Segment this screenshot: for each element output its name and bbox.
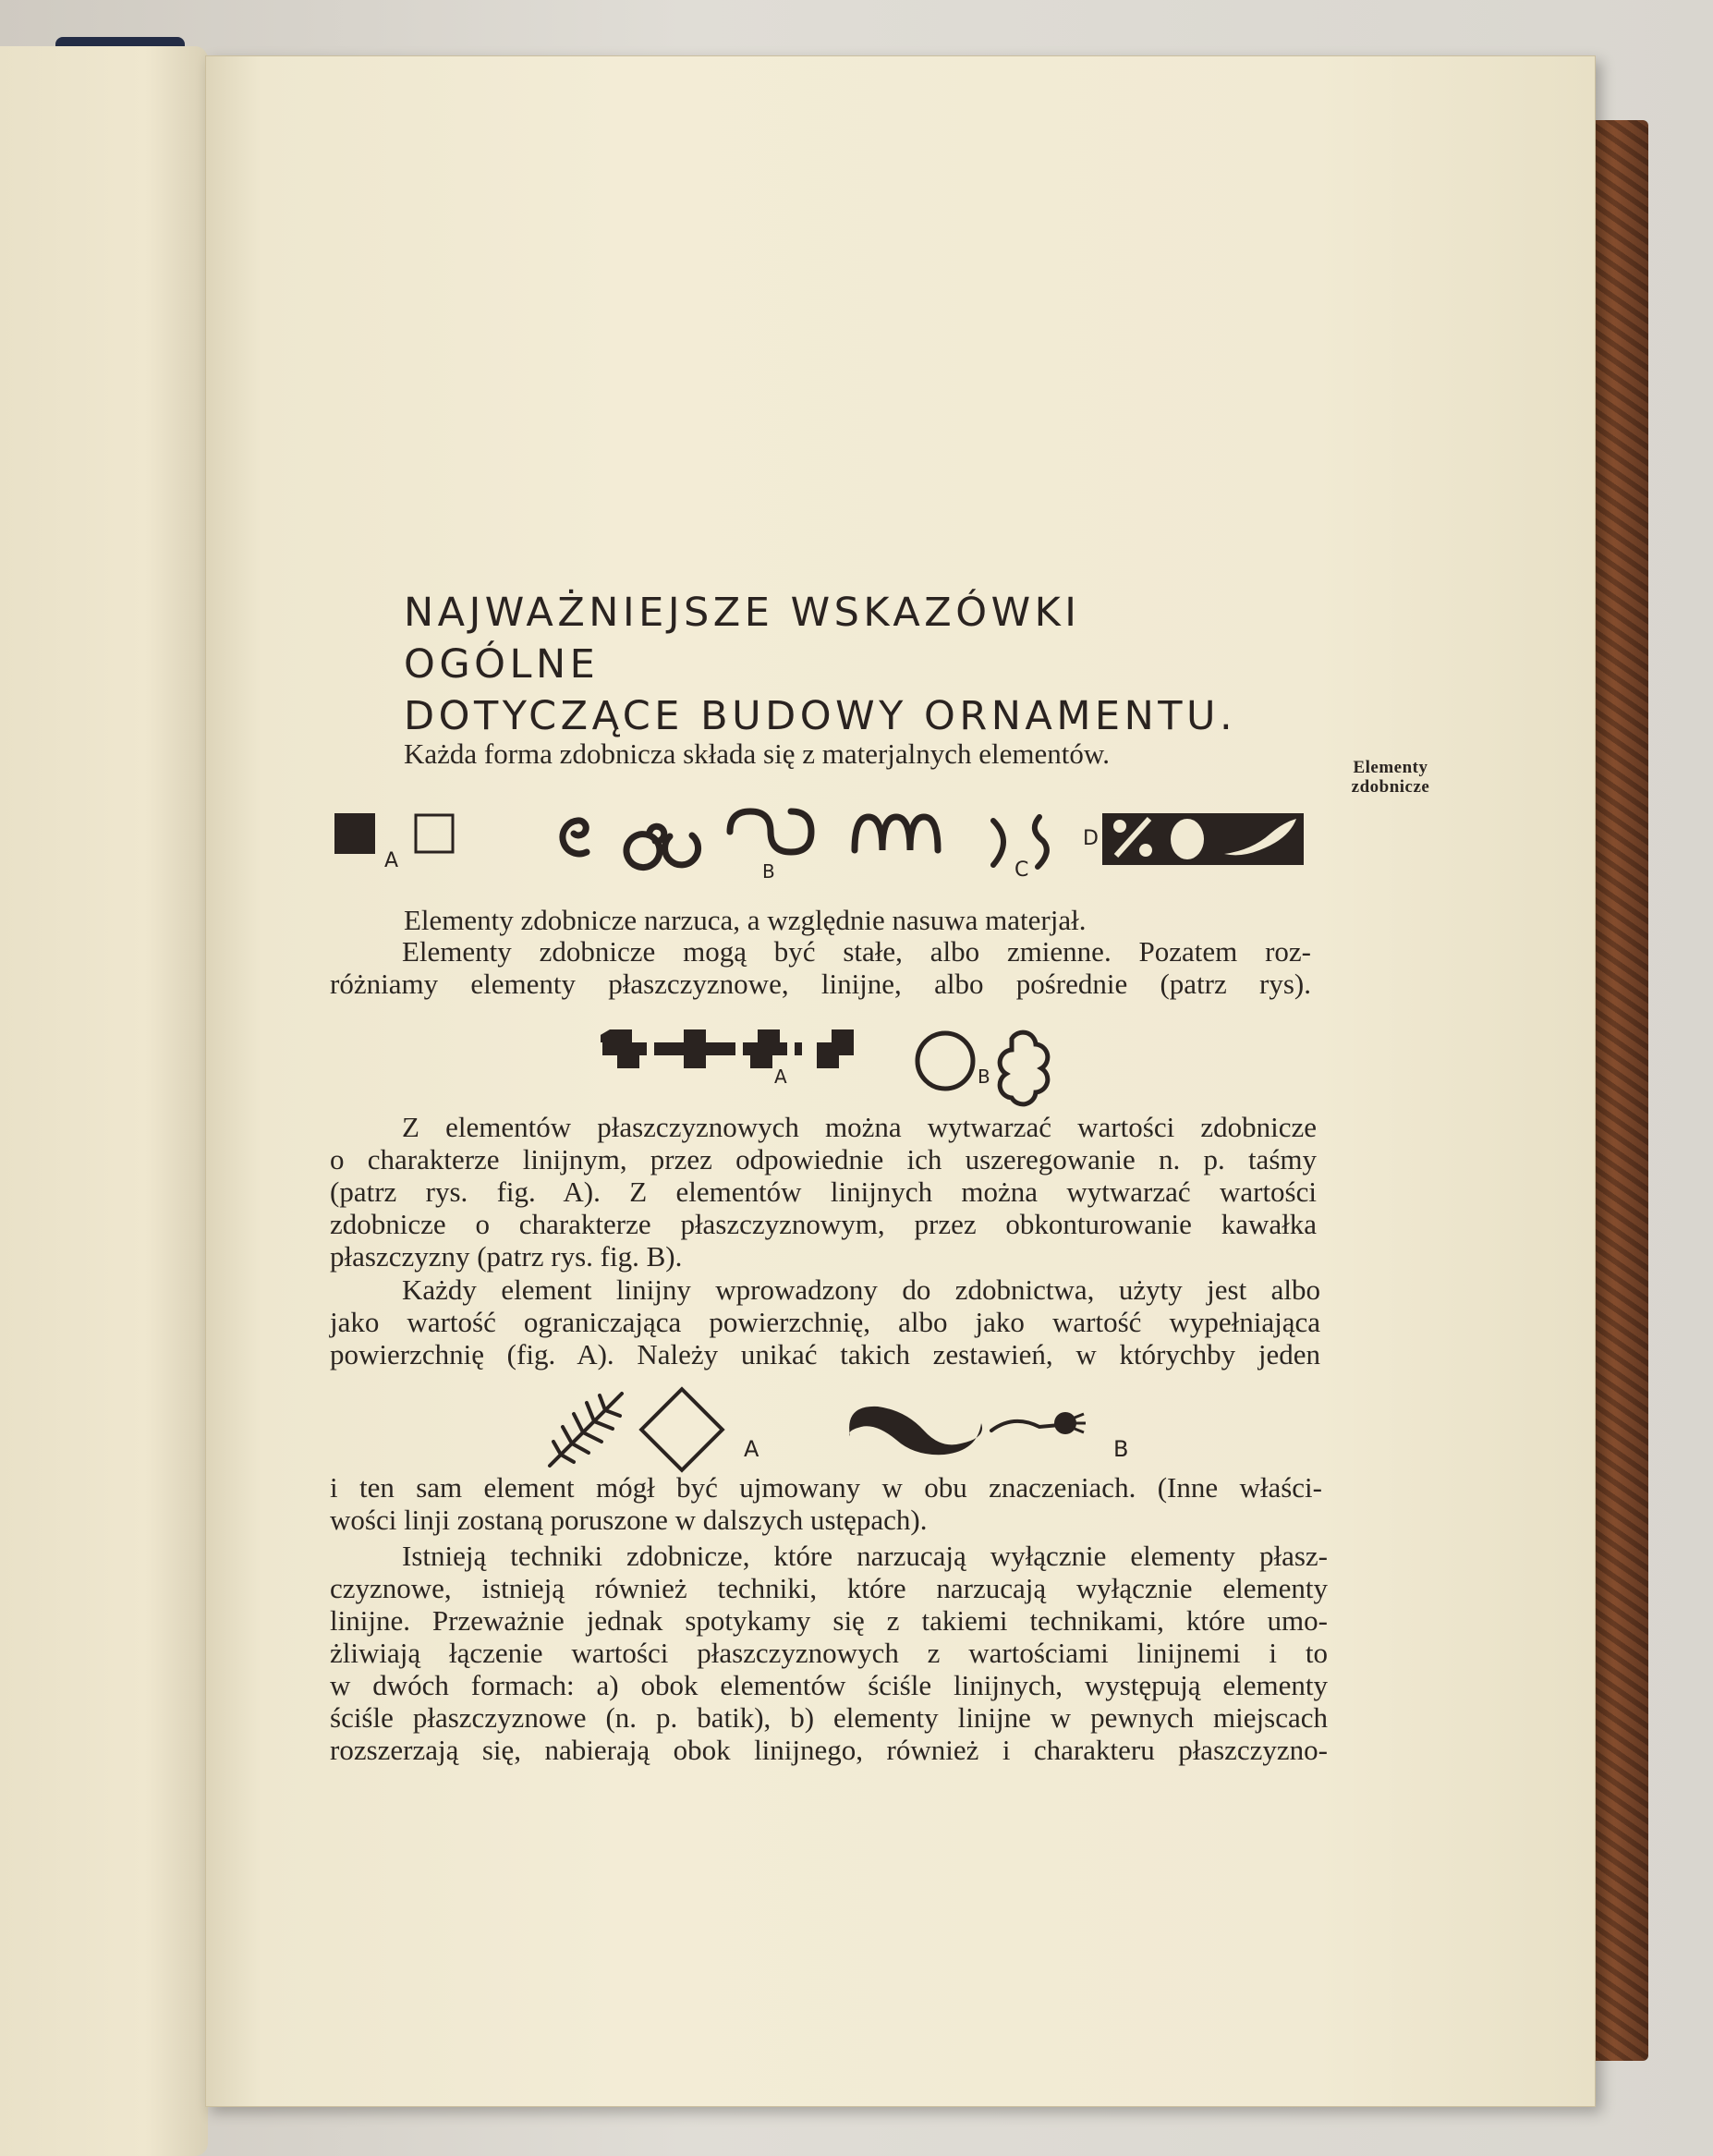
band-dot-icon	[1139, 844, 1152, 857]
double-spiral-icon	[626, 826, 699, 867]
paragraph-5	[330, 1273, 1320, 1370]
paragraph-2-line: Elementy zdobnicze narzuca, a względnie nasuwa materjał.	[404, 904, 1087, 936]
paragraph-7-line-7: rozszerzają się, nabierają obok linijnego, również i charakteru płaszczyzno-	[330, 1734, 1328, 1766]
title-line-1: NAJWAŻNIEJSZE WSKAZÓWKI OGÓLNE	[404, 590, 1081, 688]
paragraph-7-line-6: ściśle płaszczyznowe (n. p. batik), b) elementy linijne w pewnych miejscach	[330, 1701, 1328, 1734]
marginal-note	[1330, 758, 1451, 797]
paragraph-5-line-3: powierzchnię (fig. A). Należy unikać takich zestawień, w którychby jeden	[330, 1338, 1320, 1370]
fig1-label-c: C	[1014, 859, 1029, 882]
fir-branch-icon	[550, 1394, 622, 1466]
paragraph-1-line: Każda forma zdobnicza składa się z materjalnych elementów.	[404, 737, 1111, 770]
paragraph-4-line-4: zdobnicze o charakterze płaszczyznowym, przez obkonturowanie kawałka	[330, 1208, 1317, 1240]
fig1-label-a: A	[384, 849, 399, 872]
stepped-band-icon	[601, 1029, 854, 1068]
circle-outline-icon	[917, 1033, 973, 1089]
paragraph-5-line-1: Każdy element linijny wprowadzony do zdobnictwa, użyty jest albo	[402, 1273, 1320, 1306]
paragraph-7-line-1: Istnieją techniki zdobnicze, które narzucają wyłącznie elementy płasz-	[402, 1540, 1328, 1572]
paragraph-3-line-1: Elementy zdobnicze mogą być stałe, albo zmienne. Pozatem roz-	[402, 935, 1311, 968]
paragraph-4-line-1: Z elementów płaszczyznowych można wytwarzać wartości zdobnicze	[402, 1111, 1317, 1143]
band-oval-icon	[1171, 819, 1204, 859]
s-scroll-icon	[730, 811, 811, 852]
quatrefoil-outline-icon	[1000, 1032, 1048, 1104]
paragraph-4	[330, 1111, 1317, 1273]
filled-square-icon	[334, 813, 375, 854]
thin-stem-icon	[991, 1421, 1060, 1431]
left-page	[0, 46, 208, 2156]
fig2-label-b: B	[978, 1066, 990, 1088]
title-line-2: DOTYCZĄCE BUDOWY ORNAMENTU.	[404, 693, 1237, 739]
paragraph-1	[404, 737, 1235, 770]
fig3-label-b: B	[1113, 1436, 1129, 1462]
page-title	[404, 587, 1291, 742]
fig1-label-b: B	[762, 860, 775, 883]
bud-tip-icon	[1075, 1414, 1086, 1432]
figure-line-usage	[541, 1377, 1150, 1479]
spiral-icon	[563, 821, 587, 854]
fig1-label-d: D	[1083, 827, 1099, 850]
paragraph-7-line-5: w dwóch formach: a) obok elementów ściśle linijnych, występują elementy	[330, 1669, 1328, 1701]
paragraph-2	[404, 904, 1235, 936]
paragraph-6-line-1: i ten sam element mógł być ujmowany w obu znaczeniach. (Inne właści-	[330, 1471, 1322, 1504]
paragraph-7-line-4: żliwiają łączenie wartości płaszczyznowych z wartościami linijnemi i to	[330, 1637, 1328, 1669]
tadpole-flourish-icon	[849, 1407, 982, 1455]
paragraph-3-line-2: różniamy elementy płaszczyznowe, linijne, albo pośrednie (patrz rys).	[330, 968, 1311, 1000]
diamond-outline-icon	[641, 1389, 723, 1470]
paragraph-5-line-2: jako wartość ograniczająca powierzchnię, albo jako wartość wypełniająca	[330, 1306, 1320, 1338]
marginal-note-line-2: zdobnicze	[1351, 777, 1430, 797]
fig3-label-a: A	[744, 1436, 759, 1462]
paragraph-4-line-2: o charakterze linijnym, przez odpowiednie ich uszeregowanie n. p. taśmy	[330, 1143, 1317, 1175]
band-dot-icon	[1113, 820, 1126, 833]
paragraph-6-line-2: wości linji zostaną poruszone w dalszych ustępach).	[330, 1504, 928, 1536]
figure-elements-row	[323, 795, 1321, 887]
bud-icon	[1054, 1412, 1076, 1434]
marginal-note-line-1: Elementy	[1353, 758, 1428, 777]
paragraph-7	[330, 1540, 1328, 1766]
paragraph-3	[330, 935, 1311, 1000]
crescent-left-icon	[993, 821, 1003, 865]
meander-loops-icon	[855, 817, 938, 850]
paragraph-6	[330, 1471, 1322, 1536]
paragraph-7-line-3: linijne. Przeważnie jednak spotykamy się z takiemi technikami, które umo-	[330, 1604, 1328, 1637]
outline-square-icon	[416, 815, 453, 852]
crescent-right-icon	[1035, 817, 1047, 867]
figure-band-and-outline	[601, 1017, 1063, 1109]
paragraph-4-line-3: (patrz rys. fig. A). Z elementów linijnych można wytwarzać wartości	[330, 1175, 1317, 1208]
paragraph-7-line-2: czyznowe, istnieją również techniki, które narzucają wyłącznie elementy	[330, 1572, 1328, 1604]
paragraph-4-line-5: płaszczyzny (patrz rys. fig. B).	[330, 1240, 683, 1273]
fig2-label-a: A	[774, 1066, 787, 1088]
